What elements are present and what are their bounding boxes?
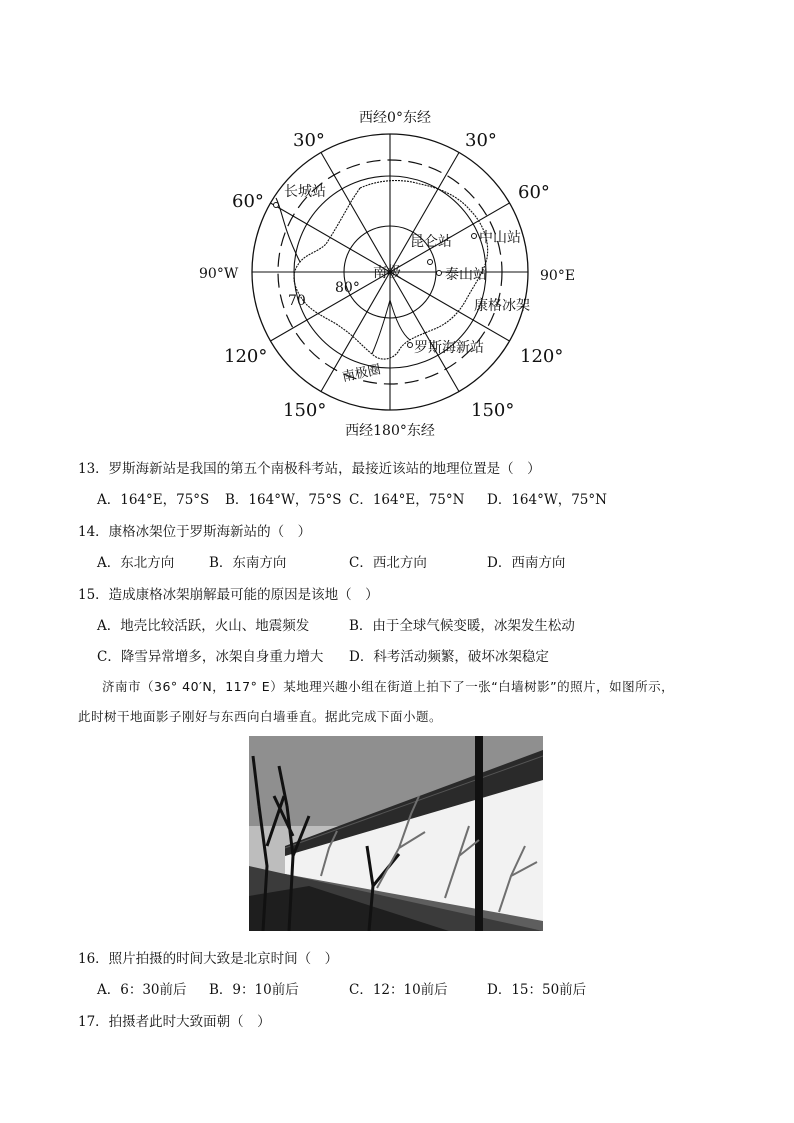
svg-text:60°: 60° bbox=[518, 182, 550, 203]
question-13-stem: 13．罗斯海新站是我国的第五个南极科考站，最接近该站的地理位置是（ ） bbox=[78, 461, 541, 477]
changcheng-station-label: 长城站 bbox=[284, 184, 326, 200]
prime-meridian-label: 西经0°东经 bbox=[359, 110, 431, 126]
option-a[interactable]: A．地壳比较活跃，火山、地震频发 bbox=[97, 618, 310, 634]
changcheng-station-dot bbox=[274, 203, 279, 208]
option-c[interactable]: C．164°E，75°N bbox=[349, 492, 465, 508]
option-c[interactable]: C．西北方向 bbox=[349, 555, 427, 571]
antimeridian-label: 西经180°东经 bbox=[345, 423, 435, 439]
taishan-station-dot bbox=[437, 271, 442, 276]
svg-text:30°: 30° bbox=[465, 130, 497, 151]
option-b[interactable]: B．东南方向 bbox=[209, 555, 287, 571]
svg-text:150°: 150° bbox=[283, 400, 327, 421]
taishan-station-label: 泰山站 bbox=[445, 267, 487, 283]
question-17-stem: 17．拍摄者此时大致面朝（ ） bbox=[78, 1014, 271, 1030]
latitude-70-label: 70 bbox=[288, 293, 306, 309]
question-14-stem: 14．康格冰架位于罗斯海新站的（ ） bbox=[78, 524, 312, 540]
option-a[interactable]: A．6：30前后 bbox=[97, 982, 187, 998]
luosihai-station-label: 罗斯海新站 bbox=[414, 340, 484, 356]
white-wall-tree-shadow-photo bbox=[249, 736, 543, 931]
option-c[interactable]: C．12：10前后 bbox=[349, 982, 448, 998]
east-90-label: 90°E bbox=[540, 268, 576, 284]
zhongshan-station-label: 中山站 bbox=[479, 230, 521, 246]
antarctic-polar-map bbox=[0, 0, 794, 450]
passage-line-2: 此时树干地面影子刚好与东西向白墙垂直。据此完成下面小题。 bbox=[78, 709, 443, 724]
svg-text:120°: 120° bbox=[224, 346, 268, 367]
option-b[interactable]: B．9：10前后 bbox=[209, 982, 299, 998]
west-90-label: 90°W bbox=[199, 266, 239, 282]
svg-text:120°: 120° bbox=[520, 346, 564, 367]
kunlun-station-label: 昆仑站 bbox=[410, 234, 452, 250]
option-d[interactable]: D．15：50前后 bbox=[487, 982, 587, 998]
svg-text:150°: 150° bbox=[471, 400, 515, 421]
option-d[interactable]: D．164°W，75°N bbox=[487, 492, 607, 508]
zhongshan-station-dot bbox=[472, 234, 477, 239]
option-d[interactable]: D．科考活动频繁，破坏冰架稳定 bbox=[349, 649, 549, 665]
luosihai-station-dot bbox=[408, 343, 413, 348]
question-16-stem: 16．照片拍摄的时间大致是北京时间（ ） bbox=[78, 951, 339, 967]
question-15-stem: 15．造成康格冰架崩解最可能的原因是该地（ ） bbox=[78, 587, 379, 603]
svg-text:30°: 30° bbox=[293, 130, 325, 151]
latitude-80-label: 80° bbox=[335, 280, 360, 296]
south-pole-label: 南极 bbox=[373, 265, 401, 281]
option-d[interactable]: D．西南方向 bbox=[487, 555, 566, 571]
kunlun-station-dot bbox=[428, 260, 433, 265]
option-a[interactable]: A．东北方向 bbox=[97, 555, 175, 571]
option-a[interactable]: A．164°E，75°S bbox=[97, 492, 210, 508]
option-c[interactable]: C．降雪异常增多，冰架自身重力增大 bbox=[97, 649, 324, 665]
svg-text:60°: 60° bbox=[232, 191, 264, 212]
passage-line-1: 济南市（36° 40′N，117° E）某地理兴趣小组在街道上拍下了一张“白墙树影”的照片，如图所示， bbox=[102, 679, 675, 694]
antarctic-circle-label: 南极圈 bbox=[340, 362, 383, 386]
option-b[interactable]: B．164°W，75°S bbox=[225, 492, 342, 508]
reading-passage bbox=[78, 672, 728, 732]
option-b[interactable]: B．由于全球气候变暖，冰架发生松动 bbox=[349, 618, 575, 634]
kangge-ice-shelf-label: 康格冰架 bbox=[474, 298, 530, 314]
